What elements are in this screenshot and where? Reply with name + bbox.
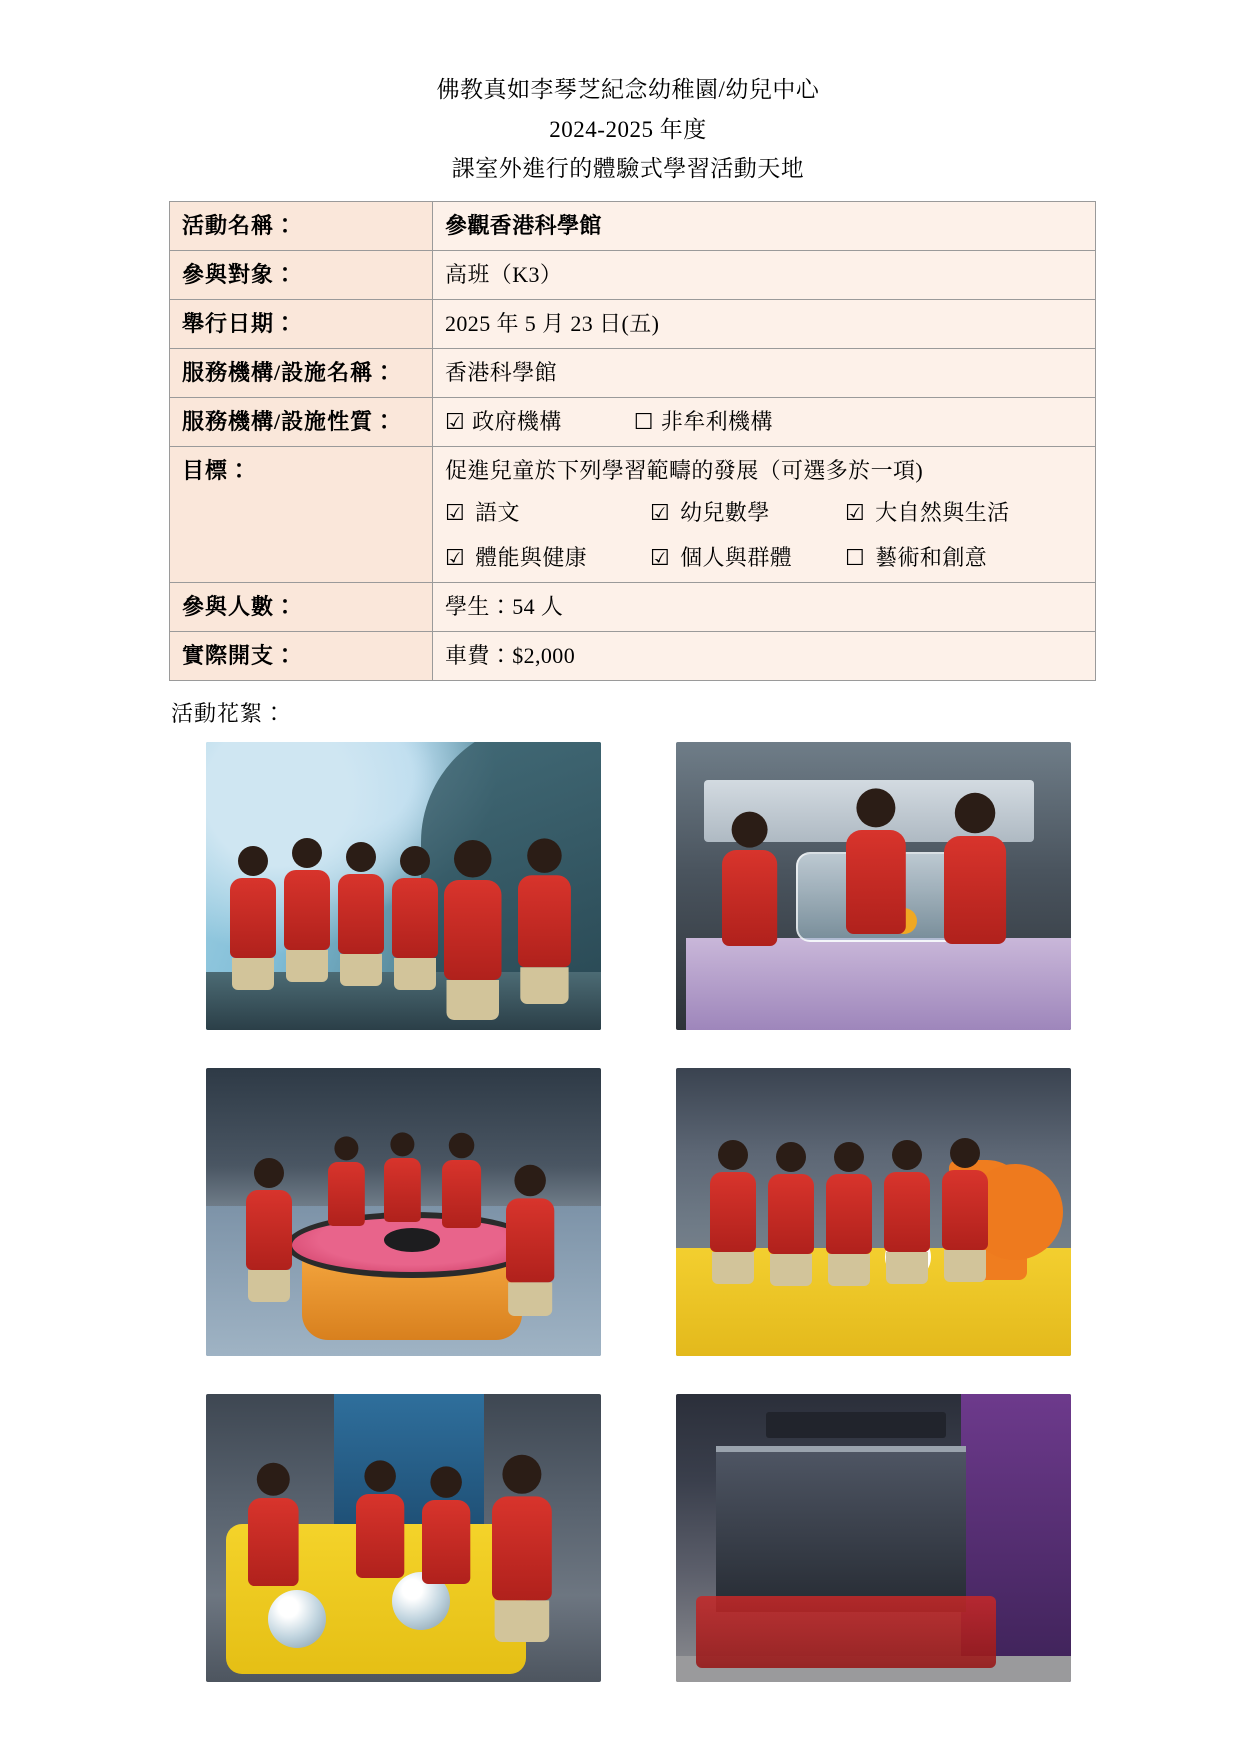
goal-label-nature: 大自然與生活 — [875, 499, 1010, 525]
goal-label-language: 語文 — [475, 499, 520, 525]
goal-label-arts: 藝術和創意 — [875, 544, 988, 570]
table-row — [170, 201, 1096, 250]
document-subtitle: 課室外進行的體驗式學習活動天地 — [451, 156, 805, 182]
table-row — [170, 582, 1096, 631]
row-value-venue-name: 香港科學館 — [433, 348, 1096, 397]
row-value-participants: 學生：54 人 — [433, 582, 1096, 631]
school-year: 2024-2025 年度 — [549, 116, 707, 142]
row-label-expense: 實際開支： — [170, 631, 433, 680]
row-label-date: 舉行日期： — [170, 299, 433, 348]
row-label-goals: 目標： — [170, 446, 433, 582]
goal-label-social: 個人與群體 — [680, 544, 793, 570]
document-header — [175, 72, 1081, 187]
table-row — [170, 299, 1096, 348]
checkbox-social-icon[interactable]: ☑ — [650, 544, 671, 570]
checkbox-nonprofit-icon[interactable]: ☐ — [633, 408, 654, 434]
row-label-activity-name: 活動名稱： — [170, 201, 433, 250]
goal-item-language[interactable] — [445, 496, 650, 529]
goal-item-nature[interactable] — [845, 496, 1083, 529]
activity-photo-3 — [206, 1068, 601, 1356]
row-value-activity-name: 參觀香港科學館 — [433, 201, 1096, 250]
row-value-venue-nature — [433, 397, 1096, 446]
activity-info-table — [169, 201, 1096, 681]
checkbox-nonprofit-label: 非牟利機構 — [660, 408, 773, 434]
activity-photo-5 — [206, 1394, 601, 1682]
activity-photo-6 — [676, 1394, 1071, 1682]
goal-label-physical: 體能與健康 — [475, 544, 588, 570]
row-value-target-group: 高班（K3） — [433, 250, 1096, 299]
goal-item-physical[interactable] — [445, 541, 650, 574]
goals-checkbox-grid — [445, 496, 1083, 574]
row-value-expense: 車費：$2,000 — [433, 631, 1096, 680]
activity-photo-4 — [676, 1068, 1071, 1356]
table-row — [170, 397, 1096, 446]
table-row — [170, 250, 1096, 299]
row-label-participants: 參與人數： — [170, 582, 433, 631]
goal-item-arts[interactable] — [845, 541, 1083, 574]
row-value-date: 2025 年 5 月 23 日(五) — [433, 299, 1096, 348]
photo-gallery — [195, 742, 1081, 1682]
row-label-target-group: 參與對象： — [170, 250, 433, 299]
row-label-venue-nature: 服務機構/設施性質： — [170, 397, 433, 446]
table-row — [170, 446, 1096, 582]
goal-label-math: 幼兒數學 — [680, 499, 770, 525]
checkbox-government-icon[interactable]: ☑ — [445, 408, 466, 434]
checkbox-language-icon[interactable]: ☑ — [445, 499, 466, 525]
checkbox-physical-icon[interactable]: ☑ — [445, 544, 466, 570]
table-row — [170, 348, 1096, 397]
checkbox-math-icon[interactable]: ☑ — [650, 499, 671, 525]
row-label-venue-name: 服務機構/設施名稱： — [170, 348, 433, 397]
activity-photo-1 — [206, 742, 601, 1030]
checkbox-government-label: 政府機構 — [472, 408, 562, 434]
gallery-caption: 活動花絮： — [171, 700, 287, 726]
activity-photo-2 — [676, 742, 1071, 1030]
goal-item-social[interactable] — [650, 541, 845, 574]
goal-item-math[interactable] — [650, 496, 845, 529]
row-value-goals — [433, 446, 1096, 582]
checkbox-nature-icon[interactable]: ☑ — [845, 499, 866, 525]
goals-intro: 促進兒童於下列學習範疇的發展（可選多於一項) — [445, 457, 924, 483]
checkbox-arts-icon[interactable]: ☐ — [845, 544, 866, 570]
school-name: 佛教真如李琴芝紀念幼稚園/幼兒中心 — [436, 77, 820, 102]
table-row — [170, 631, 1096, 680]
